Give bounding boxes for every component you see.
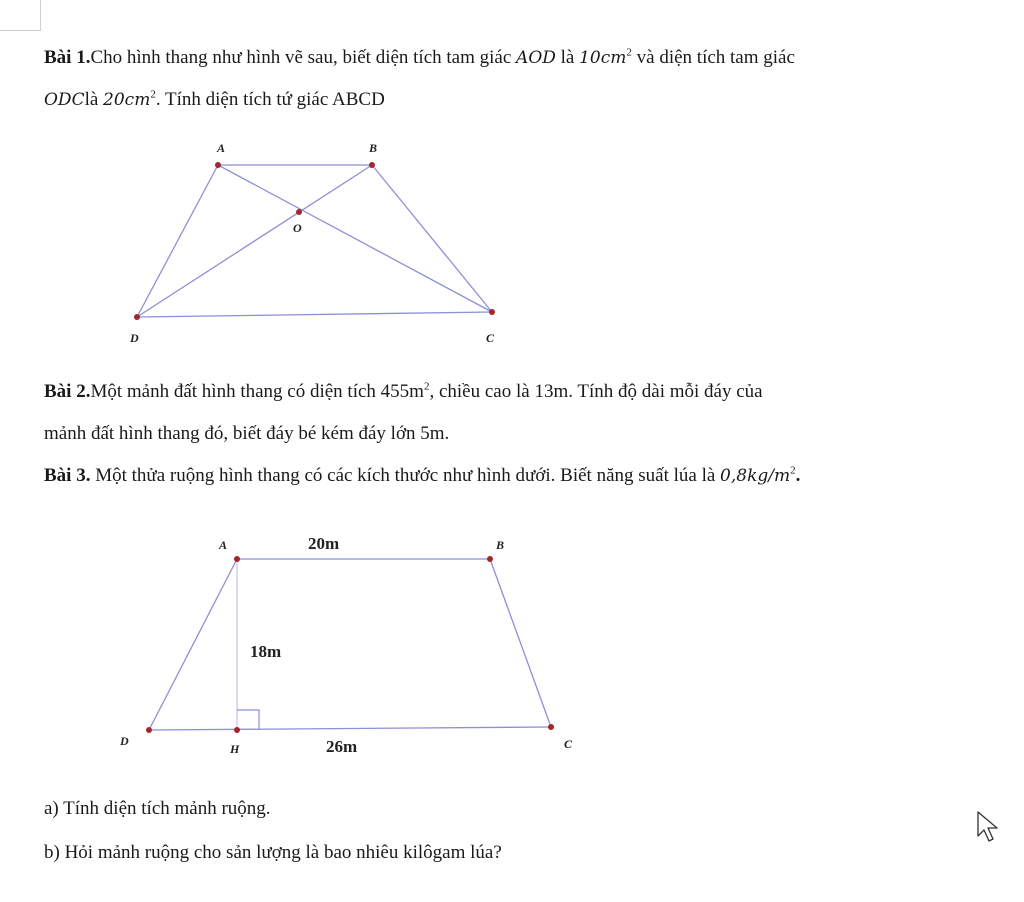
problem1-area-aod-exp: 2 <box>626 46 632 59</box>
problem1-text-e: . Tính diện tích tứ giác ABCD <box>155 89 385 110</box>
figure1-label-a: A <box>217 141 226 155</box>
problem1-area-odc: 20cm <box>103 90 151 110</box>
problem1-area-odc-exp: 2 <box>150 88 156 101</box>
figure1-label-o: O <box>293 221 302 235</box>
problem1-triangle-aod: AOD <box>516 48 556 68</box>
figure2-bottom-base-label: 26m <box>326 737 358 756</box>
problem1-text-b: là <box>555 47 580 68</box>
figure2-point-a <box>234 556 240 562</box>
problem1-triangle-odc: ODC <box>44 90 85 110</box>
problem2-area-exp: 2 <box>423 380 430 393</box>
mouse-cursor-icon <box>976 810 1002 844</box>
problem2-text-a: Một mảnh đất hình thang có diện tích 455m <box>90 381 424 402</box>
problem3-text-end: . <box>795 465 801 486</box>
figure2-edge-cd <box>149 727 551 730</box>
figure2-point-b <box>487 556 493 562</box>
problem1-text-a: Cho hình thang như hình vẽ sau, biết diện tích tam giác <box>90 47 517 68</box>
figure2-point-h <box>234 727 240 733</box>
figure2-label-b: B <box>496 538 505 552</box>
problem1-text-c: và diện tích tam giác <box>631 47 795 68</box>
figure1-label-b: B <box>369 141 378 155</box>
figure2-height-label: 18m <box>250 642 282 661</box>
problem3-text-a: Một thửa ruộng hình thang có các kích thước như hình dưới. Biết năng suất lúa là <box>90 465 721 486</box>
figure2-label-a: A <box>219 538 228 552</box>
figure2-point-d <box>146 727 152 733</box>
figure2-label-d: D <box>120 734 129 748</box>
figure2-point-c <box>548 724 554 730</box>
figure1-label-d: D <box>130 331 139 345</box>
problem2-text-b: , chiều cao là 13m. Tính độ dài mỗi đáy của <box>429 381 763 402</box>
problem2-label: Bài 2. <box>44 381 91 402</box>
question-a: a) Tính diện tích mảnh ruộng. <box>44 798 271 819</box>
figure2-edge-bc <box>490 559 551 727</box>
problem1-area-aod: 10cm <box>579 48 627 68</box>
figure2-label-c: C <box>564 737 573 751</box>
figure2-top-base-label: 20m <box>308 534 340 553</box>
question-b: b) Hỏi mảnh ruộng cho sản lượng là bao nhiêu kilôgam lúa? <box>44 842 502 863</box>
figure2-label-h: H <box>230 742 240 756</box>
figure2-edge-da <box>149 559 237 730</box>
problem2-line2: mảnh đất hình thang đó, biết đáy bé kém đáy lớn 5m. <box>44 423 450 444</box>
problem3-label: Bài 3. <box>44 465 91 486</box>
problem1-text-d: là <box>84 89 104 110</box>
problem3-rate-exp: 2 <box>790 464 796 477</box>
figure2-right-angle-mark <box>237 710 259 730</box>
problem3-rate: 0,8kg/m <box>720 466 791 486</box>
figure1-label-c: C <box>486 331 495 345</box>
problem1-label: Bài 1. <box>44 47 91 68</box>
